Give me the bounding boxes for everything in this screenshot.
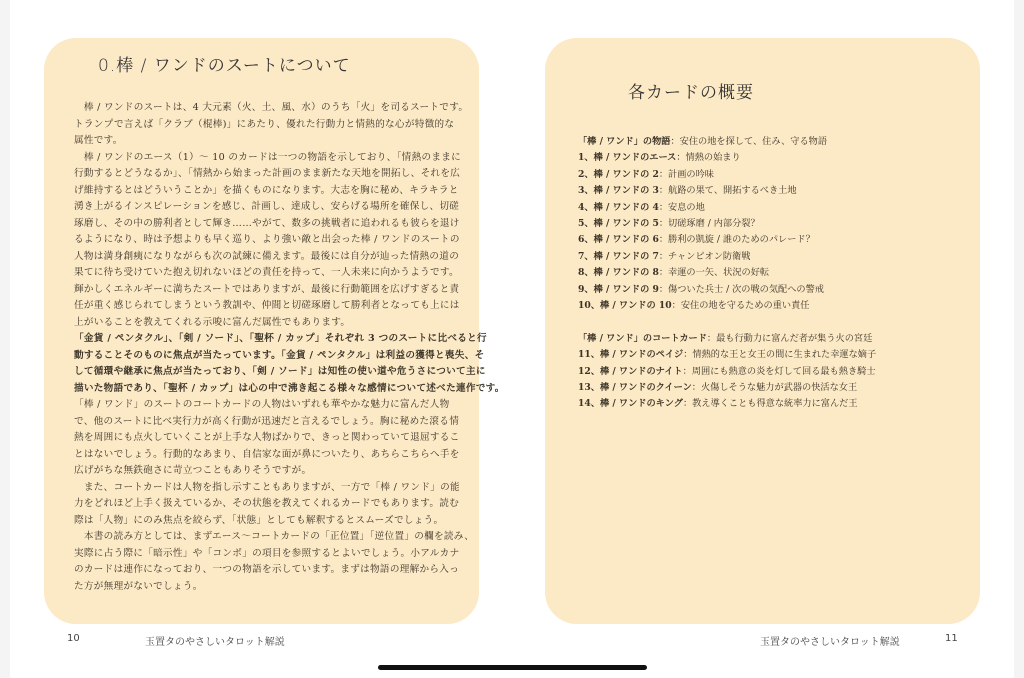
text-line: で、他のスートに比べ実行力が高く行動が迅速だと言えるでしょう。胸に秘めた滾る情 xyxy=(74,415,460,427)
list-item xyxy=(578,397,858,411)
item-label: 4、棒 / ワンドの 4 xyxy=(578,201,659,213)
list-item xyxy=(578,201,705,215)
list-item xyxy=(578,381,857,395)
text-line: 広げがちな無鉄砲さに苛立つこともありそうですが。 xyxy=(74,465,312,476)
item-text: ：周囲にも熱意の炎を灯して回る最も熱き騎士 xyxy=(682,365,876,377)
page-number-right: 11 xyxy=(945,633,958,644)
page-title: 各カードの概要 xyxy=(628,83,754,103)
item-text: ：教え導くことも得意な統率力に富んだ王 xyxy=(682,398,858,410)
text-line: げ維持するとはどういうことか」を描くものになります。大志を胸に秘め、キラキラと xyxy=(74,184,459,196)
item-label: 7、棒 / ワンドの 7 xyxy=(578,250,659,262)
text-line: 行動するとどうなるか」、「情熱から始まった計画のまま新たな天地を開拓し、それを広 xyxy=(74,168,461,179)
item-label: 「棒 / ワンド」の物語 xyxy=(578,136,671,147)
item-label: 「棒 / ワンド」のコートカード xyxy=(578,332,707,344)
list-item xyxy=(578,233,815,247)
item-label: 5、棒 / ワンドの 5 xyxy=(578,218,659,229)
item-text: ：最も行動力に富んだ者が集う火の宮廷 xyxy=(706,332,873,344)
item-text: ：航路の果て、開拓するべき土地 xyxy=(658,185,797,197)
item-text: ：チャンピオン防衛戦 xyxy=(658,250,751,262)
text-line: 「棒 / ワンド」のスートのコートカードの人物はいずれも華やかな魅力に富んだ人物 xyxy=(74,399,450,410)
page-number-left: 10 xyxy=(67,633,80,644)
text-line: 熱を周囲にも点火していくことが上手な人物ばかりで、きっと関わっていて退屈するこ xyxy=(74,432,460,443)
item-label: 10、棒 / ワンドの 10 xyxy=(578,300,672,311)
text-line: 棒 / ワンドのスートは、4 大元素（火、土、風、水）のうち「火」を司るスートです。 xyxy=(74,102,469,113)
item-text: ：安息の地 xyxy=(658,201,705,213)
item-label: 9、棒 / ワンドの 9 xyxy=(578,283,659,295)
item-label: 6、棒 / ワンドの 6 xyxy=(578,234,659,246)
list-item xyxy=(578,250,750,264)
item-text: ：幸運の一矢、状況の好転 xyxy=(658,267,770,279)
item-label: 13、棒 / ワンドのクイーン xyxy=(578,382,692,393)
list-item xyxy=(578,135,827,149)
item-text: ：計画の吟味 xyxy=(658,168,714,180)
text-line: 任が重く感じられてしまうという教訓や、仲間と切磋琢磨して勝利者となっても上には xyxy=(74,300,460,311)
item-text: ：安住の地を探して、住み、守る物語 xyxy=(670,136,828,147)
list-item xyxy=(578,365,876,379)
text-line: トランプで言えば「クラブ（棍棒)」にあたり、優れた行動力と情熱的な心が特徴的な xyxy=(74,118,455,130)
list-item xyxy=(578,151,741,165)
text-line: 湧き上がるインスピレーションを感じ、計画し、達成し、安らげる場所を確保し、切磋 xyxy=(74,201,460,212)
home-indicator[interactable] xyxy=(378,665,647,670)
right-page-edge xyxy=(1014,0,1024,678)
list-item xyxy=(578,348,876,362)
text-line: 「金貨 / ペンタクル」、「剣 / ソード」、「聖杯 / カップ」それぞれ 3 つのスートに比べると行 xyxy=(74,333,487,344)
item-label: 2、棒 / ワンドの 2 xyxy=(578,168,659,180)
text-line: た方が無理がないでしょう。 xyxy=(74,580,203,592)
text-line: 際は「人物」にのみ焦点を絞らず、「状態」としても解釈するとスムーズでしょう。 xyxy=(74,514,444,526)
item-label: 8、棒 / ワンドの 8 xyxy=(578,267,659,279)
list-item xyxy=(578,299,809,313)
text-line: 実際に占う際に「暗示性」や「コンボ」の項目を参照するとよいでしょう。小アルカナ xyxy=(74,547,460,559)
item-text: ：情熱の始まり xyxy=(676,152,741,164)
list-item xyxy=(578,168,714,182)
text-line: 琢磨し、その中の勝利者として輝き……やがて、数多の挑戦者に追われるも彼らを退け xyxy=(74,217,460,229)
list-item xyxy=(578,184,797,198)
list-item xyxy=(578,283,824,297)
text-line: 果てに待ち受けていた抱え切れないほどの責任を持って、一人未来に向かうようです。 xyxy=(74,267,459,278)
left-page-panel xyxy=(44,38,505,624)
item-label: 3、棒 / ワンドの 3 xyxy=(578,185,659,197)
item-text: ：情熱的な王と女王の間に生まれた幸運な嫡子 xyxy=(683,349,877,361)
item-text: ：安住の地を守るための重い責任 xyxy=(671,300,810,311)
footer-title-right: 玉置タのやさしいタロット解説 xyxy=(760,637,900,648)
text-line: 属性です。 xyxy=(74,135,123,146)
item-label: 14、棒 / ワンドのキング xyxy=(578,398,683,410)
footer-title-left: 玉置タのやさしいタロット解説 xyxy=(145,637,285,648)
item-text: ：火傷しそうな魅力が武器の快活な女王 xyxy=(691,382,858,393)
right-page-panel xyxy=(545,38,980,624)
text-line: 人物は満身創痍になりながらも次の試練に備えます。最後には自分が辿った情熱の道の xyxy=(74,250,460,262)
item-text: ：勝利の凱旋 / 誰のためのパレード？ xyxy=(658,234,815,246)
item-label: 12、棒 / ワンドのナイト xyxy=(578,365,683,377)
text-line: 描いた物語であり、「聖杯 / カップ」は心の中で沸き起こる様々な感情について述べた連作です。 xyxy=(74,382,505,394)
list-item xyxy=(578,332,872,346)
left-page-edge xyxy=(0,0,10,678)
text-line: また、コートカードは人物を指し示すこともありますが、一方で「棒 / ワンド」の能 xyxy=(74,481,460,493)
text-line: 力をどれほど上手く扱えているか、その状態を教えてくれるカードでもあります。読む xyxy=(74,498,460,509)
item-label: 1、棒 / ワンドのエース xyxy=(578,152,677,164)
text-line: 上がいることを教えてくれる示唆に富んだ属性でもあります。 xyxy=(74,316,351,328)
list-item xyxy=(578,266,769,280)
item-text: ：傷ついた兵士 / 次の戦の気配への警戒 xyxy=(658,283,824,295)
text-line: のカードは連作になっており、一つの物語を示しています。まずは物語の理解から入っ xyxy=(74,564,460,575)
text-line: 動することそのものに焦点が当たっています。「金貨 / ペンタクル」は利益の獲得と喪失、そ xyxy=(74,349,485,361)
text-line: 本書の読み方としては、まずエース～コートカードの「正位置」「逆位置」の欄を読み、 xyxy=(74,531,475,542)
text-line: 輝かしくエネルギーに満ちたスートではありますが、最後に行動範囲を広げすぎると責 xyxy=(74,283,460,295)
item-label: 11、棒 / ワンドのペイジ xyxy=(578,349,684,361)
text-line: とはないでしょう。行動的なあまり、自信家な面が鼻についたり、あちらこちらへ手を xyxy=(74,448,460,460)
page-title: 0.棒 / ワンドのスートについて xyxy=(98,56,351,76)
list-item xyxy=(578,217,760,231)
item-text: ：切磋琢磨 / 内部分裂？ xyxy=(658,218,760,229)
text-line: して循環や継承に焦点が当たっており、「剣 / ソード」は知性の使い道や危うさについて主に xyxy=(74,366,486,377)
text-line: るようになり、時は予想よりも早く巡り、より強い敵と出会った棒 / ワンドのスートの xyxy=(74,234,460,245)
text-line: 棒 / ワンドのエース（1）～ 10 のカードは一つの物語を示しており、「情熱のままに xyxy=(74,151,462,163)
